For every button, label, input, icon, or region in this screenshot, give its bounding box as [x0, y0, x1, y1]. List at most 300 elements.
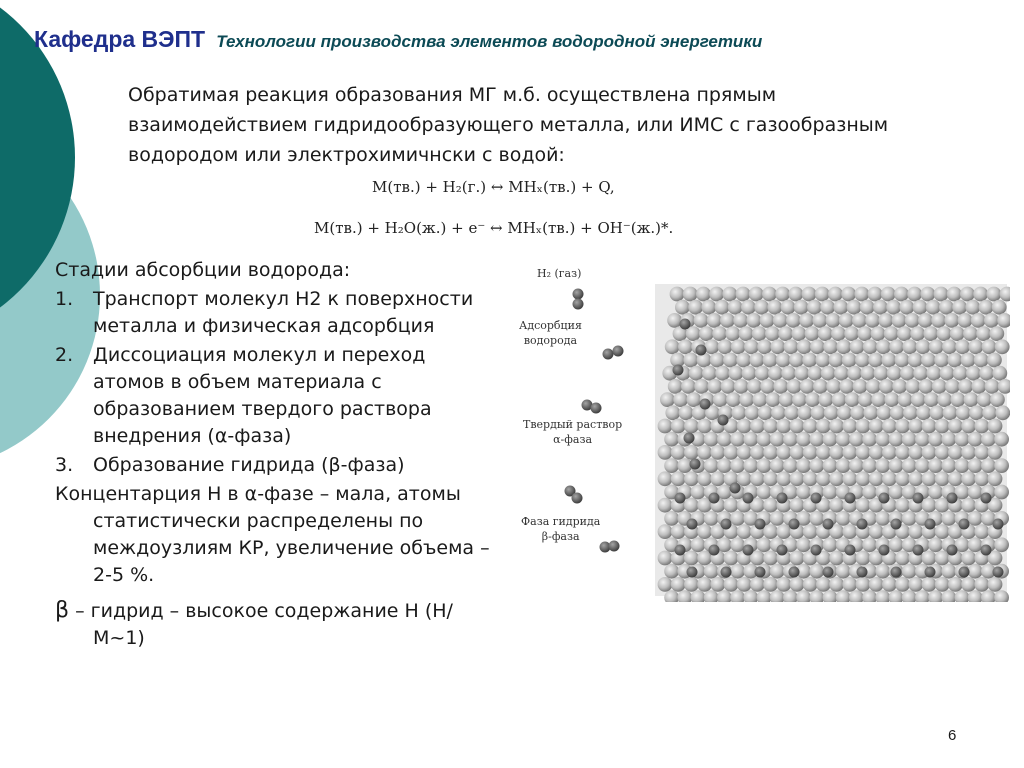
metal-atom: [684, 498, 699, 513]
metal-atom: [988, 419, 1003, 434]
metal-atom: [836, 511, 851, 526]
metal-atom: [911, 392, 926, 407]
metal-atom: [829, 445, 844, 460]
metal-atom: [889, 537, 904, 552]
slide-header: [34, 24, 994, 57]
metal-atom: [757, 339, 772, 354]
metal-atom: [815, 353, 830, 368]
metal-atom: [979, 366, 994, 381]
metal-atom: [803, 445, 818, 460]
metal-atom: [863, 339, 878, 354]
metal-atom: [737, 445, 752, 460]
metal-atom: [762, 287, 777, 302]
metal-atom: [790, 445, 805, 460]
metal-atom: [863, 405, 878, 420]
metal-atom: [722, 287, 737, 302]
metal-atom: [829, 471, 844, 486]
metal-atom: [907, 287, 922, 302]
metal-atom: [935, 577, 950, 592]
label-solid-solution-line2: α-фаза: [553, 433, 592, 446]
metal-atom: [800, 379, 815, 394]
metal-atom: [941, 564, 956, 579]
metal-atom: [994, 537, 1009, 552]
metal-atom: [796, 458, 811, 473]
metal-atom: [776, 577, 791, 592]
metal-atom: [665, 339, 680, 354]
metal-atom: [992, 300, 1007, 315]
metal-atom: [849, 432, 864, 447]
metal-atom: [926, 300, 941, 315]
metal-atom: [763, 577, 778, 592]
metal-atom: [963, 326, 978, 341]
metal-atom: [790, 471, 805, 486]
metal-atom: [704, 564, 719, 579]
metal-atom: [829, 498, 844, 513]
metal-atom: [739, 326, 754, 341]
label-solid-solution: [523, 417, 622, 447]
label-hydride-line1: Фаза гидрида: [521, 515, 601, 528]
metal-atom: [770, 339, 785, 354]
metal-atom: [691, 485, 706, 500]
metal-atom: [869, 524, 884, 539]
metal-atom: [881, 287, 896, 302]
metal-atom: [671, 577, 686, 592]
hydrogen-atom: [684, 433, 695, 444]
metal-atom: [961, 445, 976, 460]
metal-atom: [704, 458, 719, 473]
metal-atom: [854, 287, 869, 302]
hydrogen-atom: [696, 345, 707, 356]
metal-atom: [866, 379, 881, 394]
beta-hydride-text: – гидрид – высокое содержание Н (Н/М~1): [69, 600, 453, 649]
list-item-text: Образование гидрида (β-фаза): [93, 454, 405, 476]
metal-atom: [869, 577, 884, 592]
metal-atom: [808, 366, 823, 381]
metal-atom: [743, 458, 758, 473]
metal-atom: [881, 353, 896, 368]
metal-lattice: [658, 287, 1010, 602]
metal-atom: [683, 287, 698, 302]
metal-atom: [969, 405, 984, 420]
list-item: [55, 342, 500, 450]
hydrogen-atom: [591, 403, 602, 414]
metal-atom: [834, 366, 849, 381]
metal-atom: [908, 419, 923, 434]
metal-atom: [658, 577, 673, 592]
metal-atom: [755, 366, 770, 381]
list-item: [55, 452, 500, 479]
metal-atom: [684, 419, 699, 434]
metal-atom: [955, 339, 970, 354]
metal-atom: [776, 419, 791, 434]
metal-atom: [809, 511, 824, 526]
metal-atom: [856, 419, 871, 434]
metal-atom: [882, 445, 897, 460]
metal-atom: [856, 445, 871, 460]
metal-atom: [768, 366, 783, 381]
hydrogen-atom: [675, 545, 686, 556]
hydrogen-atom: [823, 519, 834, 530]
metal-atom: [871, 326, 886, 341]
metal-atom: [958, 379, 973, 394]
metal-atom: [812, 313, 827, 328]
metal-atom: [988, 445, 1003, 460]
metal-atom: [892, 313, 907, 328]
metal-atom: [765, 326, 780, 341]
metal-atom: [878, 313, 893, 328]
metal-atom: [889, 458, 904, 473]
metal-atom: [849, 458, 864, 473]
metal-atom: [865, 313, 880, 328]
hydrogen-atom: [823, 567, 834, 578]
hydrogen-atom: [993, 519, 1004, 530]
metal-atom: [974, 445, 989, 460]
metal-atom: [874, 366, 889, 381]
metal-atom: [704, 432, 719, 447]
metal-atom: [668, 379, 683, 394]
metal-atom: [992, 366, 1007, 381]
metal-atom: [724, 551, 739, 566]
metal-atom: [875, 564, 890, 579]
metal-atom: [856, 498, 871, 513]
metal-atom: [664, 564, 679, 579]
metal-atom: [974, 524, 989, 539]
metal-atom: [815, 287, 830, 302]
hydrogen-atom: [789, 519, 800, 530]
metal-atom: [869, 445, 884, 460]
label-adsorption-line1: Адсорбция: [519, 319, 582, 332]
metal-atom: [974, 353, 989, 368]
metal-atom: [943, 405, 958, 420]
metal-atom: [928, 432, 943, 447]
metal-atom: [721, 379, 736, 394]
hydrogen-atom: [789, 567, 800, 578]
metal-atom: [763, 471, 778, 486]
metal-atom: [995, 405, 1010, 420]
hydrogen-atom: [673, 365, 684, 376]
metal-atom: [726, 392, 741, 407]
metal-atom: [660, 392, 675, 407]
hydrogen-absorption-diagram: [515, 262, 1010, 602]
metal-atom: [889, 339, 904, 354]
metal-atom: [995, 339, 1010, 354]
metal-atom: [770, 432, 785, 447]
equation-gas-reaction: М(тв.) + H₂(г.) ↔ MHₓ(тв.) + Q,: [372, 178, 615, 196]
metal-atom: [968, 564, 983, 579]
metal-atom: [850, 405, 865, 420]
metal-atom: [987, 353, 1002, 368]
metal-atom: [770, 564, 785, 579]
hydrogen-atom: [687, 567, 698, 578]
metal-atom: [701, 300, 716, 315]
metal-atom: [679, 405, 694, 420]
metal-atom: [955, 458, 970, 473]
metal-atom: [794, 300, 809, 315]
metal-atom: [994, 485, 1009, 500]
metal-atom: [833, 300, 848, 315]
metal-atom: [742, 366, 757, 381]
metal-atom: [910, 326, 925, 341]
metal-atom: [776, 353, 791, 368]
hydrogen-atom: [981, 545, 992, 556]
metal-atom: [900, 366, 915, 381]
metal-atom: [868, 353, 883, 368]
list-item-text: Диссоциация молекул и переход атомов в объем материала с образованием твердого раствора внедрения (α-фаза): [93, 344, 432, 447]
metal-atom: [985, 379, 1000, 394]
metal-atom: [842, 419, 857, 434]
metal-atom: [773, 379, 788, 394]
metal-atom: [961, 353, 976, 368]
metal-atom: [953, 366, 968, 381]
metal-atom: [868, 287, 883, 302]
metal-atom: [802, 353, 817, 368]
hydrogen-atom: [925, 567, 936, 578]
metal-atom: [704, 511, 719, 526]
metal-atom: [757, 485, 772, 500]
hydrogen-atom: [690, 459, 701, 470]
metal-atom: [976, 326, 991, 341]
list-item-number: 1.: [55, 288, 74, 310]
metal-atom: [816, 471, 831, 486]
metal-atom: [908, 445, 923, 460]
metal-atom: [889, 485, 904, 500]
metal-atom: [658, 498, 673, 513]
metal-atom: [836, 564, 851, 579]
metal-atom: [724, 445, 739, 460]
metal-atom: [961, 498, 976, 513]
metal-atom: [875, 458, 890, 473]
hydrogen-atom: [959, 567, 970, 578]
metal-atom: [752, 326, 767, 341]
metal-atom: [826, 379, 841, 394]
metal-atom: [989, 326, 1004, 341]
metal-atom: [895, 577, 910, 592]
metal-atom: [895, 551, 910, 566]
metal-atom: [947, 353, 962, 368]
metal-atom: [971, 313, 986, 328]
metal-atom: [725, 326, 740, 341]
metal-atom: [818, 326, 833, 341]
metal-atom: [929, 405, 944, 420]
metal-atom: [776, 524, 791, 539]
hydrogen-atom: [609, 541, 620, 552]
list-item: [55, 286, 500, 340]
metal-atom: [961, 551, 976, 566]
metal-atom: [829, 577, 844, 592]
metal-atom: [826, 313, 841, 328]
hydrogen-atom: [925, 519, 936, 530]
metal-atom: [664, 511, 679, 526]
metal-atom: [981, 432, 996, 447]
hydrogen-atom: [811, 493, 822, 504]
metal-atom: [791, 326, 806, 341]
metal-atom: [803, 471, 818, 486]
metal-atom: [776, 471, 791, 486]
metal-atom: [702, 366, 717, 381]
department-title: Кафедра ВЭПТ: [34, 26, 206, 52]
metal-atom: [940, 366, 955, 381]
metal-atom: [789, 353, 804, 368]
metal-atom: [856, 577, 871, 592]
metal-atom: [856, 471, 871, 486]
metal-atom: [928, 485, 943, 500]
hydrogen-atom: [845, 545, 856, 556]
metal-atom: [948, 419, 963, 434]
metal-atom: [973, 287, 988, 302]
metal-atom: [862, 432, 877, 447]
metal-atom: [691, 537, 706, 552]
metal-atom: [778, 326, 793, 341]
metal-atom: [810, 339, 825, 354]
metal-atom: [720, 313, 735, 328]
metal-atom: [743, 432, 758, 447]
metal-atom: [683, 353, 698, 368]
metal-atom: [961, 471, 976, 486]
metal-atom: [747, 379, 762, 394]
metal-atom: [697, 577, 712, 592]
metal-atom: [832, 392, 847, 407]
metal-atom: [968, 537, 983, 552]
hydrogen-atom: [879, 545, 890, 556]
metal-atom: [944, 313, 959, 328]
metal-atom: [922, 419, 937, 434]
metal-atom: [792, 392, 807, 407]
list-item-number: 3.: [55, 454, 74, 476]
metal-atom: [811, 405, 826, 420]
metal-atom: [836, 432, 851, 447]
hydrogen-atom: [675, 493, 686, 504]
metal-atom: [675, 300, 690, 315]
metal-atom: [968, 511, 983, 526]
metal-atom: [935, 419, 950, 434]
metal-atom: [737, 577, 752, 592]
metal-atom: [884, 326, 899, 341]
metal-atom: [709, 287, 724, 302]
metal-atom: [816, 419, 831, 434]
list-item-text: Транспорт молекул Н2 к поверхности металла и физическая адсорбция: [93, 288, 474, 337]
hydrogen-atom: [687, 519, 698, 530]
metal-atom: [745, 405, 760, 420]
metal-atom: [968, 339, 983, 354]
metal-atom: [671, 419, 686, 434]
metal-atom: [928, 458, 943, 473]
metal-atom: [671, 524, 686, 539]
hydrogen-atom: [845, 493, 856, 504]
metal-atom: [889, 432, 904, 447]
metal-atom: [915, 432, 930, 447]
metal-atom: [836, 339, 851, 354]
metal-atom: [763, 445, 778, 460]
metal-atom: [841, 287, 856, 302]
metal-atom: [902, 564, 917, 579]
metal-atom: [921, 353, 936, 368]
metal-atom: [905, 313, 920, 328]
metal-atom: [979, 300, 994, 315]
metal-atom: [760, 379, 775, 394]
metal-atom: [892, 379, 907, 394]
metal-atom: [710, 353, 725, 368]
metal-atom: [928, 537, 943, 552]
metal-atom: [842, 524, 857, 539]
metal-atom: [694, 313, 709, 328]
metal-atom: [950, 392, 965, 407]
beta-hydride-note: [55, 597, 500, 652]
metal-atom: [771, 405, 786, 420]
hydrogen-atom: [913, 493, 924, 504]
metal-atom: [681, 379, 696, 394]
hydrogen-atom: [857, 519, 868, 530]
label-hydride-line2: β-фаза: [541, 530, 580, 543]
metal-atom: [775, 287, 790, 302]
metal-atom: [869, 419, 884, 434]
metal-atom: [754, 300, 769, 315]
metal-atom: [813, 379, 828, 394]
metal-atom: [715, 366, 730, 381]
metal-atom: [918, 313, 933, 328]
metal-atom: [988, 577, 1003, 592]
metal-atom: [803, 419, 818, 434]
metal-atom: [697, 524, 712, 539]
metal-atom: [684, 551, 699, 566]
metal-atom: [902, 458, 917, 473]
metal-atom: [805, 326, 820, 341]
metal-atom: [784, 339, 799, 354]
metal-atom: [678, 339, 693, 354]
metal-atom: [856, 551, 871, 566]
list-item-number: 2.: [55, 344, 74, 366]
metal-atom: [981, 458, 996, 473]
metal-atom: [823, 458, 838, 473]
metal-atom: [968, 432, 983, 447]
metal-atom: [941, 458, 956, 473]
metal-atom: [929, 339, 944, 354]
metal-atom: [658, 471, 673, 486]
metal-atom: [770, 511, 785, 526]
hydrogen-atom: [743, 545, 754, 556]
metal-atom: [788, 287, 803, 302]
metal-atom: [935, 445, 950, 460]
metal-atom: [733, 313, 748, 328]
metal-atom: [877, 405, 892, 420]
metal-atom: [697, 471, 712, 486]
metal-atom: [855, 353, 870, 368]
metal-atom: [948, 471, 963, 486]
metal-atom: [696, 287, 711, 302]
metal-atom: [783, 458, 798, 473]
metal-atom: [718, 339, 733, 354]
metal-atom: [786, 313, 801, 328]
metal-atom: [707, 313, 722, 328]
metal-atom: [823, 537, 838, 552]
metal-atom: [845, 392, 860, 407]
metal-atom: [952, 300, 967, 315]
metal-atom: [974, 577, 989, 592]
metal-atom: [664, 458, 679, 473]
metal-atom: [915, 458, 930, 473]
hydrogen-atom: [730, 483, 741, 494]
metal-atom: [895, 498, 910, 513]
metal-atom: [809, 564, 824, 579]
metal-atom: [961, 577, 976, 592]
metal-atom: [717, 432, 732, 447]
metal-atom: [684, 471, 699, 486]
metal-atom: [779, 392, 794, 407]
metal-atom: [922, 471, 937, 486]
metal-atom: [831, 326, 846, 341]
hydrogen-atom: [709, 493, 720, 504]
metal-atom: [750, 471, 765, 486]
metal-atom: [776, 445, 791, 460]
